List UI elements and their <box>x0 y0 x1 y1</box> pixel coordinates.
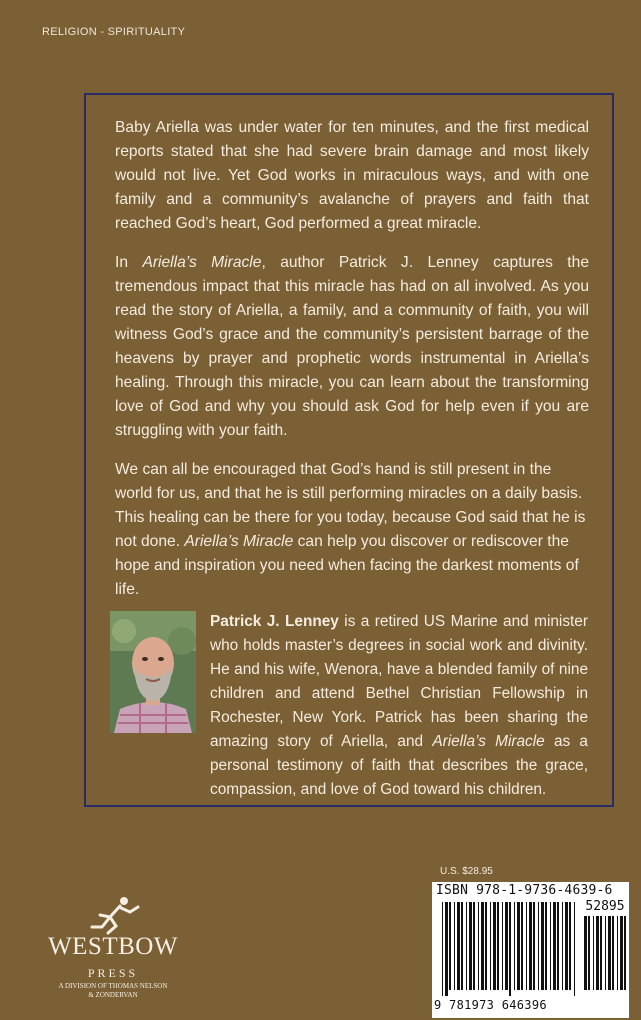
barcode-bar <box>526 902 527 990</box>
barcode-bar <box>461 902 463 990</box>
barcode-bar <box>485 902 487 990</box>
barcode-bar <box>514 902 515 990</box>
book-title: Ariella’s Miracle <box>432 733 545 750</box>
barcode-bar <box>538 902 539 990</box>
author-bio-text-end: as a personal testimony of faith that describes the grace, compassion, and love of God toward his children. <box>210 733 588 798</box>
barcode-bar <box>449 902 451 990</box>
price-label: U.S. $28.95 <box>440 866 493 877</box>
category-label: RELIGION - SPIRITUALITY <box>42 26 186 38</box>
barcode-bar <box>478 902 479 990</box>
barcode-bar <box>473 902 475 990</box>
barcode-bar <box>521 902 523 990</box>
publisher-division <box>28 982 198 1000</box>
barcode-bar <box>550 902 551 990</box>
barcode-bar <box>565 902 568 990</box>
paragraph-1: Baby Ariella was under water for ten minutes, and the first medical reports stated that she had severe brain damage and most likely would not live. Yet God works in miraculous ways, and with one family and a community’s avalanche of prayers and faith that reached God’s heart, God performed a great miracle. <box>115 119 589 232</box>
barcode-bar <box>517 902 520 990</box>
barcode-bar <box>620 916 623 990</box>
barcode-bar <box>505 902 508 990</box>
publisher-brand: WESTBOW <box>48 933 178 960</box>
barcode-bar <box>600 916 602 990</box>
publisher-division-line-2: & ZONDERVAN <box>88 991 138 999</box>
barcode-bar <box>545 902 547 990</box>
barcode-bar <box>612 916 614 990</box>
barcode-bar <box>541 902 544 990</box>
supplement-digits: 52895 <box>585 899 625 914</box>
barcode-bar <box>481 902 484 990</box>
barcode <box>432 882 629 1018</box>
isbn-text: ISBN 978-1-9736-4639-6 <box>436 883 613 898</box>
barcode-bar <box>569 902 571 990</box>
barcode-bar <box>493 902 496 990</box>
barcode-bar <box>608 916 611 990</box>
barcode-bar <box>454 902 455 990</box>
author-bio <box>210 610 588 802</box>
barcode-bar <box>605 916 606 990</box>
barcode-bar <box>574 902 575 996</box>
author-bio-text: is a retired US Marine and minister who holds master’s degrees in social work and divinity. He and his wife, Wenora, have a blended family of nine children and attend Bethel Christian Fellowship in Rochester, New York. Patrick has been sharing the amazing story of Ariella, and <box>210 613 588 750</box>
paragraph-3-b: can help you discover or rediscover the hope and inspiration you need when facing the darkest moments of life. <box>115 533 579 598</box>
barcode-bar <box>497 902 499 990</box>
book-title: Ariella’s Miracle <box>142 254 262 271</box>
runner-icon <box>86 895 142 935</box>
paragraph-3-a: We can all be encouraged that God’s hand is still present in the world for us, and that he is still performing miracles on a daily basis. This healing can be there for you today, because God said that he is not done. <box>115 461 586 550</box>
ean-digits: 9 781973 646396 <box>434 998 547 1012</box>
barcode-bar <box>533 902 535 990</box>
publisher-logo <box>28 895 198 1005</box>
book-title: Ariella’s Miracle <box>184 533 294 550</box>
barcode-bar <box>553 902 556 990</box>
barcode-bar <box>617 916 618 990</box>
barcode-bar <box>502 902 503 990</box>
barcode-bar <box>457 902 460 990</box>
barcode-bar <box>466 902 467 990</box>
paragraph-2-rest: , author Patrick J. Lenney captures the tremendous impact that this miracle has had on all involved. As you read the story of Ariella, a family, and a community of faith, you will witness God’s grace and the community’s persistent barrage of the heavens by prayer and prophetic words instrumental in Ariella’s healing. Through this miracle, you can learn about the transforming love of God and why you should ask God for help even if you are struggling with your faith. <box>115 254 589 439</box>
barcode-bar <box>445 902 448 996</box>
paragraph-2 <box>115 251 589 443</box>
description-text <box>115 116 589 617</box>
supplement-barcode-bars <box>584 916 626 1014</box>
barcode-bar <box>442 902 443 996</box>
barcode-bar <box>490 902 491 990</box>
barcode-bar <box>469 902 472 990</box>
barcode-bar <box>593 916 594 990</box>
publisher-press: PRESS <box>87 966 139 980</box>
barcode-bar <box>588 916 590 990</box>
author-photo <box>110 611 196 733</box>
barcode-bar <box>509 902 511 996</box>
paragraph-2-lead: In <box>115 254 143 271</box>
barcode-bar <box>596 916 599 990</box>
paragraph-3 <box>115 458 589 602</box>
author-name: Patrick J. Lenney <box>210 613 339 630</box>
publisher-division-line-1: A DIVISION OF THOMAS NELSON <box>58 982 168 990</box>
ean-barcode-bars <box>442 902 576 996</box>
barcode-bar <box>529 902 532 990</box>
barcode-bar <box>624 916 626 990</box>
barcode-bar <box>584 916 587 990</box>
barcode-bar <box>557 902 559 990</box>
barcode-bar <box>562 902 563 990</box>
